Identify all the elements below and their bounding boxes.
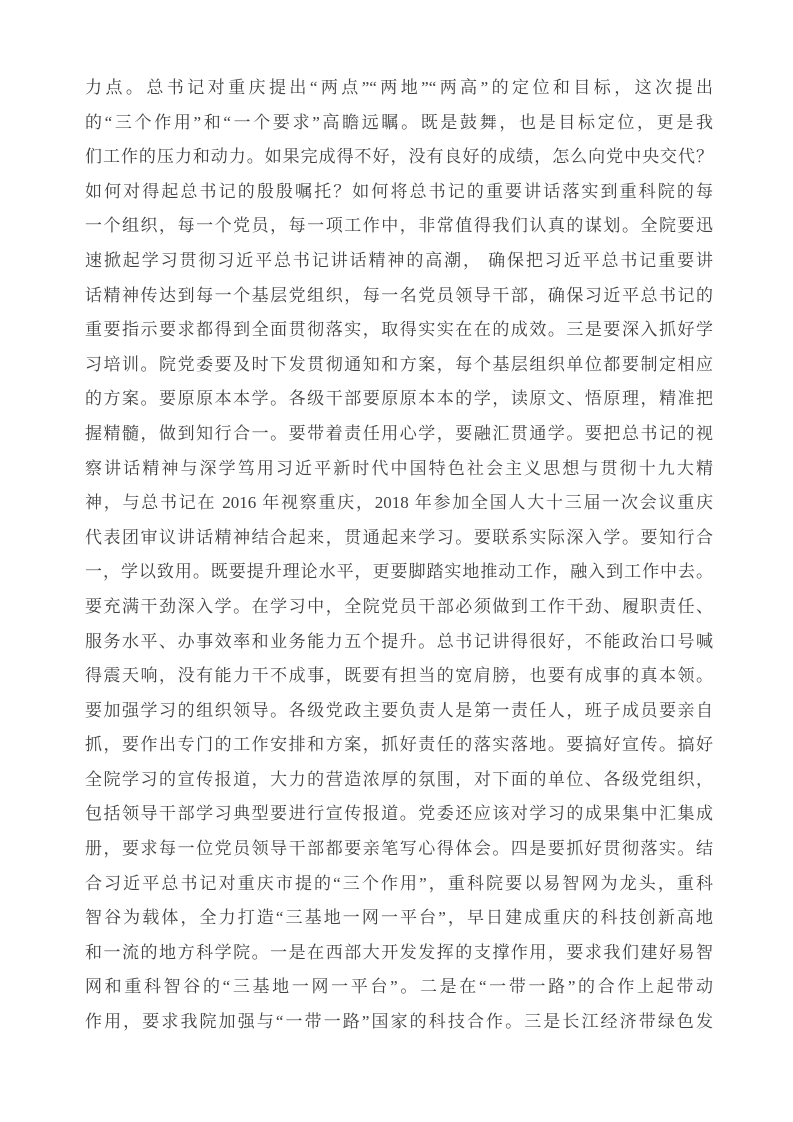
text-line: 服务水平、办事效率和业务能力五个提升。总书记讲得很好，不能政治口号喊 [85, 631, 713, 651]
paragraph-block [85, 71, 713, 1040]
text-line: 的“三个作用”和“一个要求”高瞻远瞩。既是鼓舞，也是目标定位，更是我 [85, 112, 713, 132]
text-line: 得震天响，没有能力干不成事，既要有担当的宽肩膀，也要有成事的真本领。 [85, 666, 713, 686]
text-line: 一个组织，每一个党员，每一项工作中，非常值得我们认真的谋划。全院要迅 [85, 216, 713, 236]
text-line: 要充满干劲深入学。在学习中，全院党员干部必须做到工作干劲、履职责任、 [85, 596, 713, 616]
text-line: 握精髓，做到知行合一。要带着责任用心学，要融汇贯通学。要把总书记的视 [85, 423, 713, 443]
text-line: 包括领导干部学习典型要进行宣传报道。党委还应该对学习的成果集中汇集成 [85, 804, 713, 824]
text-line: 如何对得起总书记的殷殷嘱托？如何将总书记的重要讲话落实到重科院的每 [85, 181, 713, 201]
text-line: 习培训。院党委要及时下发贯彻通知和方案，每个基层组织单位都要制定相应 [85, 354, 713, 374]
text-line: 和一流的地方科学院。一是在西部大开发发挥的支撑作用，要求我们建好易智 [85, 942, 713, 962]
text-line: 要加强学习的组织领导。各级党政主要负责人是第一责任人，班子成员要亲自 [85, 700, 713, 720]
text-line: 抓，要作出专门的工作安排和方案，抓好责任的落实落地。要搞好宣传。搞好 [85, 735, 713, 755]
text-line: 册，要求每一位党员领导干部都要亲笔写心得体会。四是要抓好贯彻落实。结 [85, 839, 713, 859]
text-line: 全院学习的宣传报道，大力的营造浓厚的氛围，对下面的单位、各级党组织， [85, 769, 713, 789]
text-line: 一，学以致用。既要提升理论水平，更要脚踏实地推动工作，融入到工作中去。 [85, 562, 713, 582]
text-line: 合习近平总书记对重庆市提的“三个作用”，重科院要以易智网为龙头，重科 [85, 873, 713, 893]
text-line: 的方案。要原原本本学。各级干部要原原本本的学，读原文、悟原理，精准把 [85, 389, 713, 409]
text-line: 代表团审议讲话精神结合起来，贯通起来学习。要联系实际深入学。要知行合 [85, 527, 713, 547]
text-line: 智谷为载体，全力打造“三基地一网一平台”，早日建成重庆的科技创新高地 [85, 908, 713, 928]
text-line: 察讲话精神与深学笃用习近平新时代中国特色社会主义思想与贯彻十九大精 [85, 458, 713, 478]
text-line: 重要指示要求都得到全面贯彻落实，取得实实在在的成效。三是要深入抓好学 [85, 320, 713, 340]
text-line: 神，与总书记在 2016 年视察重庆，2018 年参加全国人大十三届一次会议重庆 [85, 493, 713, 513]
text-line: 们工作的压力和动力。如果完成得不好，没有良好的成绩，怎么向党中央交代？ [85, 147, 713, 167]
text-line: 力点。总书记对重庆提出“两点”“两地”“两高”的定位和目标，这次提出 [85, 78, 713, 97]
text-line: 速掀起学习贯彻习近平总书记讲话精神的高潮， 确保把习近平总书记重要讲 [85, 250, 713, 270]
text-line: 网和重科智谷的“三基地一网一平台”。二是在“一带一路”的合作上起带动 [85, 977, 713, 997]
text-line: 话精神传达到每一个基层党组织，每一名党员领导干部，确保习近平总书记的 [85, 285, 713, 305]
text-line: 作用，要求我院加强与“一带一路”国家的科技合作。三是长江经济带绿色发 [85, 1012, 713, 1032]
